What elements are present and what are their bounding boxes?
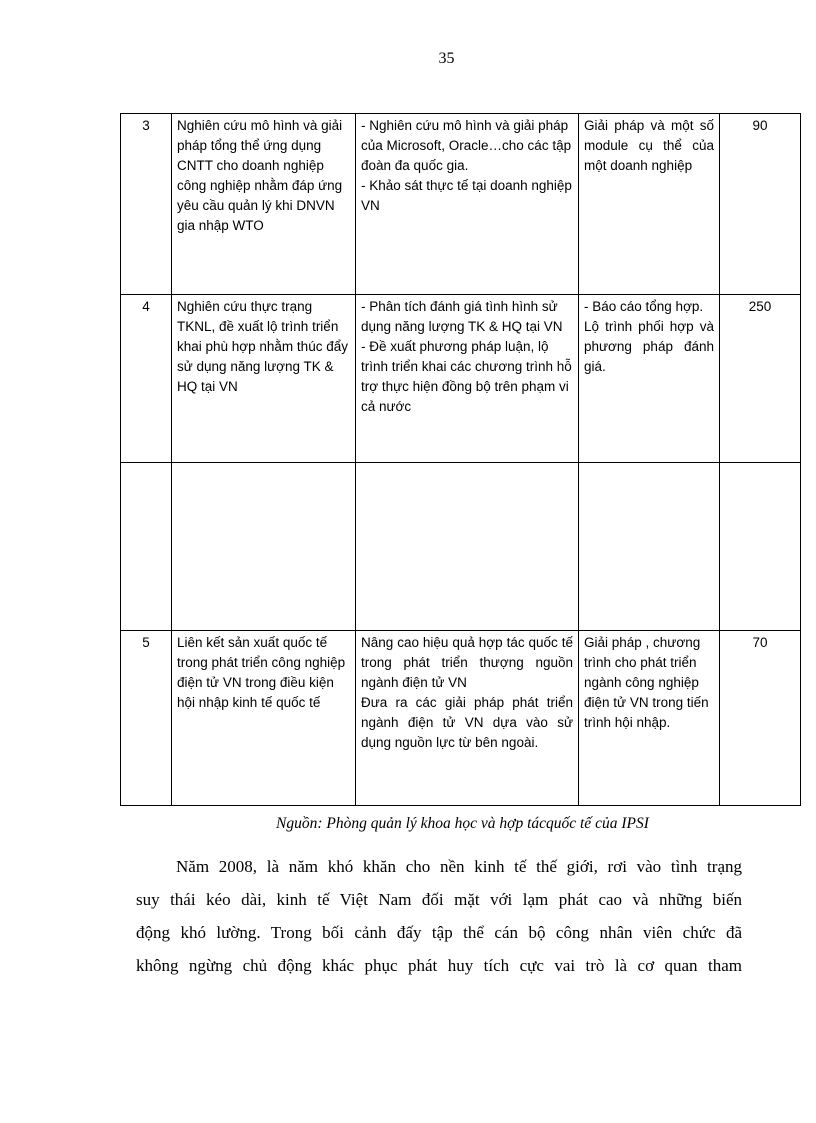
- result-line: Giải pháp và một số module cụ thể của một doanh nghiệp: [584, 118, 714, 173]
- table-row: [121, 114, 801, 295]
- row-number: 3: [121, 114, 172, 295]
- row-number: [121, 463, 172, 631]
- project-title: Liên kết sản xuất quốc tế trong phát triển công nghiệp điện tử VN trong điều kiện hội nhập kinh tế quốc tế: [172, 631, 356, 806]
- result-line: Giải pháp , chương trình cho phát triển ngành công nghiệp điện tử VN trong tiến trình hội nhập.: [584, 635, 709, 730]
- table-row: [121, 631, 801, 806]
- project-title: Nghiên cứu mô hình và giải pháp tổng thể ứng dụng CNTT cho doanh nghiệp công nghiệp nhằm đáp ứng yêu cầu quản lý khi DNVN gia nhập WTO: [172, 114, 356, 295]
- row-number: 4: [121, 295, 172, 463]
- page-number: 35: [438, 50, 455, 67]
- project-title: [172, 463, 356, 631]
- row-number: 5: [121, 631, 172, 806]
- result-line: - Báo cáo tổng hợp.: [584, 299, 704, 314]
- content-line: - Nghiên cứu mô hình và giải pháp của Microsoft, Oracle…cho các tập đoàn đa quốc gia.: [361, 118, 572, 173]
- table-source-note: Nguồn: Phòng quản lý khoa học và hợp tácquốc tế của IPSI: [276, 815, 649, 832]
- paragraph-line: động khó lường. Trong bối cảnh đấy tập thể cán bộ công nhân viên chức đã: [136, 923, 742, 942]
- result-line: Lộ trình phối hợp và phương pháp đánh giá.: [584, 319, 714, 374]
- project-content: [356, 295, 579, 463]
- paragraph-line: không ngừng chủ động khác phục phát huy tích cực vai trò là cơ quan tham: [136, 956, 742, 975]
- project-content: [356, 631, 579, 806]
- content-line: - Phân tích đánh giá tình hình sử dụng năng lượng TK & HQ tại VN: [361, 299, 563, 334]
- paragraph-line: Năm 2008, là năm khó khăn cho nền kinh tế thế giới, rơi vào tình trạng: [176, 857, 742, 876]
- project-value: 90: [720, 114, 801, 295]
- table-row: [121, 463, 801, 631]
- project-content: [356, 463, 579, 631]
- project-result: [579, 295, 720, 463]
- project-title: Nghiên cứu thực trạng TKNL, đề xuất lộ trình triển khai phù hợp nhằm thúc đẩy sử dụng năng lượng TK & HQ tại VN: [172, 295, 356, 463]
- project-value: 250: [720, 295, 801, 463]
- paragraph-line: suy thái kéo dài, kinh tế Việt Nam đối mặt với lạm phát cao và những biến: [136, 890, 742, 909]
- project-table: [120, 113, 801, 806]
- project-result: [579, 631, 720, 806]
- content-line: - Đề xuất phương pháp luận, lộ trình triển khai các chương trình hỗ trợ thực hiện đồng bộ trên phạm vi cả nước: [361, 339, 572, 414]
- content-line: - Khảo sát thực tế tại doanh nghiệp VN: [361, 178, 572, 213]
- project-value: [720, 463, 801, 631]
- content-line: Đưa ra các giải pháp phát triển ngành điện tử VN dựa vào sử dụng nguồn lực từ bên ngoài.: [361, 695, 573, 750]
- project-content: [356, 114, 579, 295]
- content-line: Nâng cao hiệu quả hợp tác quốc tế trong phát triển thượng nguồn ngành điện tử VN: [361, 635, 573, 690]
- project-result: [579, 114, 720, 295]
- project-result: [579, 463, 720, 631]
- body-paragraph: [136, 850, 742, 982]
- project-value: 70: [720, 631, 801, 806]
- table-row: [121, 295, 801, 463]
